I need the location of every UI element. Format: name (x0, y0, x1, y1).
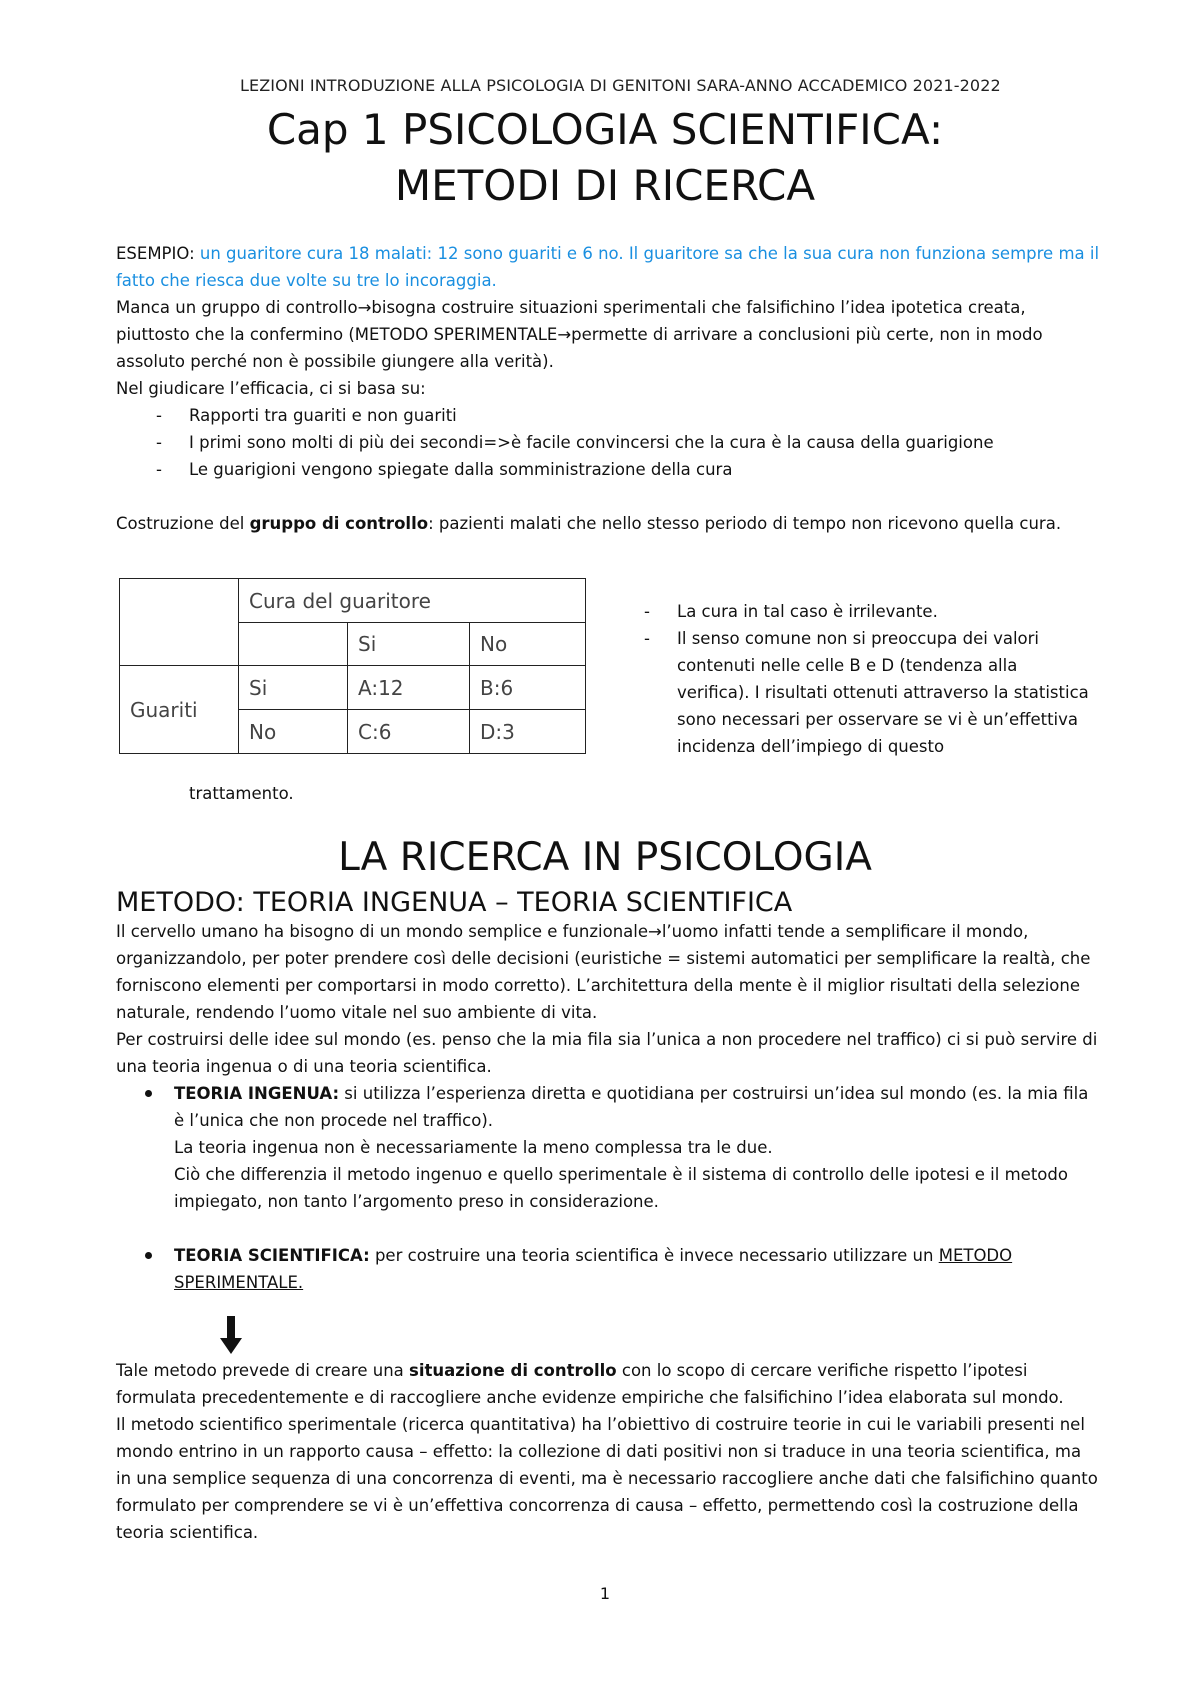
table-col-si: Si (348, 623, 470, 666)
cure-contingency-table (119, 578, 586, 754)
list-item: - I primi sono molti di più dei secondi=>è facile convincersi che la cura è la causa della guarigione (116, 429, 1101, 456)
table-cell: No (239, 710, 348, 754)
p3-part-a: Il cervello umano ha bisogno di un mondo semplice e funzionale (116, 922, 648, 941)
p1-part-b: bisogna costruire situazioni sperimentali che falsifichino l’idea ipotetica creata, piuttosto che la confermino (METODO SPERIMENTALE (116, 298, 1026, 344)
p5-part-b: con lo scopo di cercare verifiche rispetto l’ipotesi formulata precedentemente e di raccogliere anche evidenze empiriche che falsifichino l’idea elaborata sul mondo. (116, 1361, 1064, 1407)
efficacy-intro: Nel giudicare l’efficacia, ci si basa su: (116, 379, 426, 398)
list-item: - La cura in tal caso è irrilevante. (644, 598, 1094, 625)
page-number: 1 (599, 1584, 611, 1603)
table-cell: Si (239, 666, 348, 710)
scientific-method-link: METODO SPERIMENTALE. (174, 1246, 1013, 1292)
naive-line3: Ciò che differenzia il metodo ingenuo e quello sperimentale è il sistema di controllo delle ipotesi e il metodo impiegato, non tanto l’argomento preso in considerazione. (174, 1165, 1068, 1211)
method-block (116, 918, 1101, 1296)
control-group-definition (116, 510, 1101, 537)
p3-part-b: l’uomo infatti tende a semplificare il mondo, organizzandolo, per poter prendere così delle decisioni (euristiche = sistemi automatici per semplificare la realtà, che forniscono elementi per comportarsi in modo corretto). L’architettura della mente è il miglior risultati della selezione naturale, rendendo l’uomo vitale nel suo ambiente di vita. (116, 922, 1091, 1022)
p5-bold: situazione di controllo (409, 1361, 617, 1380)
table-row-label: Guariti (120, 666, 239, 754)
table-cell: D:3 (470, 710, 586, 754)
page-header: LEZIONI INTRODUZIONE ALLA PSICOLOGIA DI GENITONI SARA-ANNO ACCADEMICO 2021-2022 (240, 76, 1001, 95)
table-header-cell: Cura del guaritore (239, 579, 586, 623)
table-corner-cell (120, 579, 239, 666)
arrow-right-icon: → (557, 325, 572, 344)
table-cell (239, 623, 348, 666)
p5-part-a: Tale metodo prevede di creare una (116, 1361, 410, 1380)
table-cell: B:6 (470, 666, 586, 710)
naive-label: TEORIA INGENUA: (174, 1084, 340, 1103)
experimental-method-block (116, 1357, 1101, 1546)
table-cell: C:6 (348, 710, 470, 754)
list-item: - Rapporti tra guariti e non guariti (116, 402, 1101, 429)
naive-text: si utilizza l’esperienza diretta e quotidiana per costruirsi un’idea sul mondo (es. la mia fila è l’unica che non procede nel traffico). (174, 1084, 1089, 1130)
scientific-text: per costruire una teoria scientifica è invece necessario utilizzare un (369, 1246, 939, 1265)
control-text-a: Costruzione del (116, 514, 250, 533)
arrow-right-icon: → (648, 922, 662, 941)
table-cell: A:12 (348, 666, 470, 710)
control-bold: gruppo di controllo (249, 514, 429, 533)
control-text-b: : pazienti malati che nello stesso periodo di tempo non ricevono quella cura. (428, 514, 1062, 533)
list-item-scientific-theory (116, 1242, 1101, 1296)
p1-part-c: permette di arrivare a conclusioni più certe, non in modo assoluto perché non è possibile giungere alla verità). (116, 325, 1043, 371)
control-situation-paragraph (116, 1357, 1101, 1411)
criteria-list (116, 402, 1101, 483)
scientific-label: TEORIA SCIENTIFICA: (174, 1246, 370, 1265)
list-item-naive-theory (116, 1080, 1101, 1215)
arrow-right-icon: → (357, 298, 372, 317)
p1-part-a: Manca un gruppo di controllo (116, 298, 358, 317)
example-paragraph (116, 240, 1101, 294)
control-group-paragraph (116, 294, 1101, 375)
table-notes-list (644, 598, 1094, 760)
naive-line2: La teoria ingenua non è necessariamente la meno complessa tra le due. (174, 1138, 773, 1157)
table-col-no: No (470, 623, 586, 666)
scientific-method-paragraph: Il metodo scientifico sperimentale (ricerca quantitativa) ha l’obiettivo di costruire teorie in cui le variabili presenti nel mondo entrino in un rapporto causa – effetto: la collezione di dati positivi non si traduce in una teoria scientifica, ma in una semplice sequenza di una concorrenza di eventi, ma è necessario raccogliere anche dati che falsifichino quanto formulato per comprendere se vi è un’effettiva concorrenza di causa – effetto, permettendo così la costruzione della teoria scientifica. (116, 1415, 1098, 1542)
chapter-title-line1: Cap 1 PSICOLOGIA SCIENTIFICA: (266, 105, 944, 154)
table-notes-continuation: trattamento. (189, 784, 294, 803)
section-title: LA RICERCA IN PSICOLOGIA (338, 835, 872, 880)
subsection-title: METODO: TEORIA INGENUA – TEORIA SCIENTIFICA (116, 887, 793, 918)
list-item: - Il senso comune non si preoccupa dei valori contenuti nelle celle B e D (tendenza alla verifica). I risultati ottenuti attraverso la statistica sono necessari per osservare se vi è un’effettiva incidenza dell’impiego di questo (644, 625, 1094, 760)
example-text: un guaritore cura 18 malati: 12 sono guariti e 6 no. Il guaritore sa che la sua cura non funziona sempre ma il fatto che riesca due volte su tre lo incoraggia. (116, 244, 1100, 290)
ideas-paragraph: Per costruirsi delle idee sul mondo (es. penso che la mia fila sia l’unica a non procedere nel traffico) ci si può servire di una teoria ingenua o di una teoria scientifica. (116, 1030, 1098, 1076)
chapter-title-line2: METODI DI RICERCA (394, 161, 816, 210)
intro-block (116, 240, 1101, 537)
arrow-down-icon (220, 1316, 242, 1354)
brain-paragraph (116, 918, 1101, 1026)
list-item: - Le guarigioni vengono spiegate dalla somministrazione della cura (116, 456, 1101, 483)
theory-list (116, 1080, 1101, 1296)
example-label: ESEMPIO: (116, 244, 195, 263)
